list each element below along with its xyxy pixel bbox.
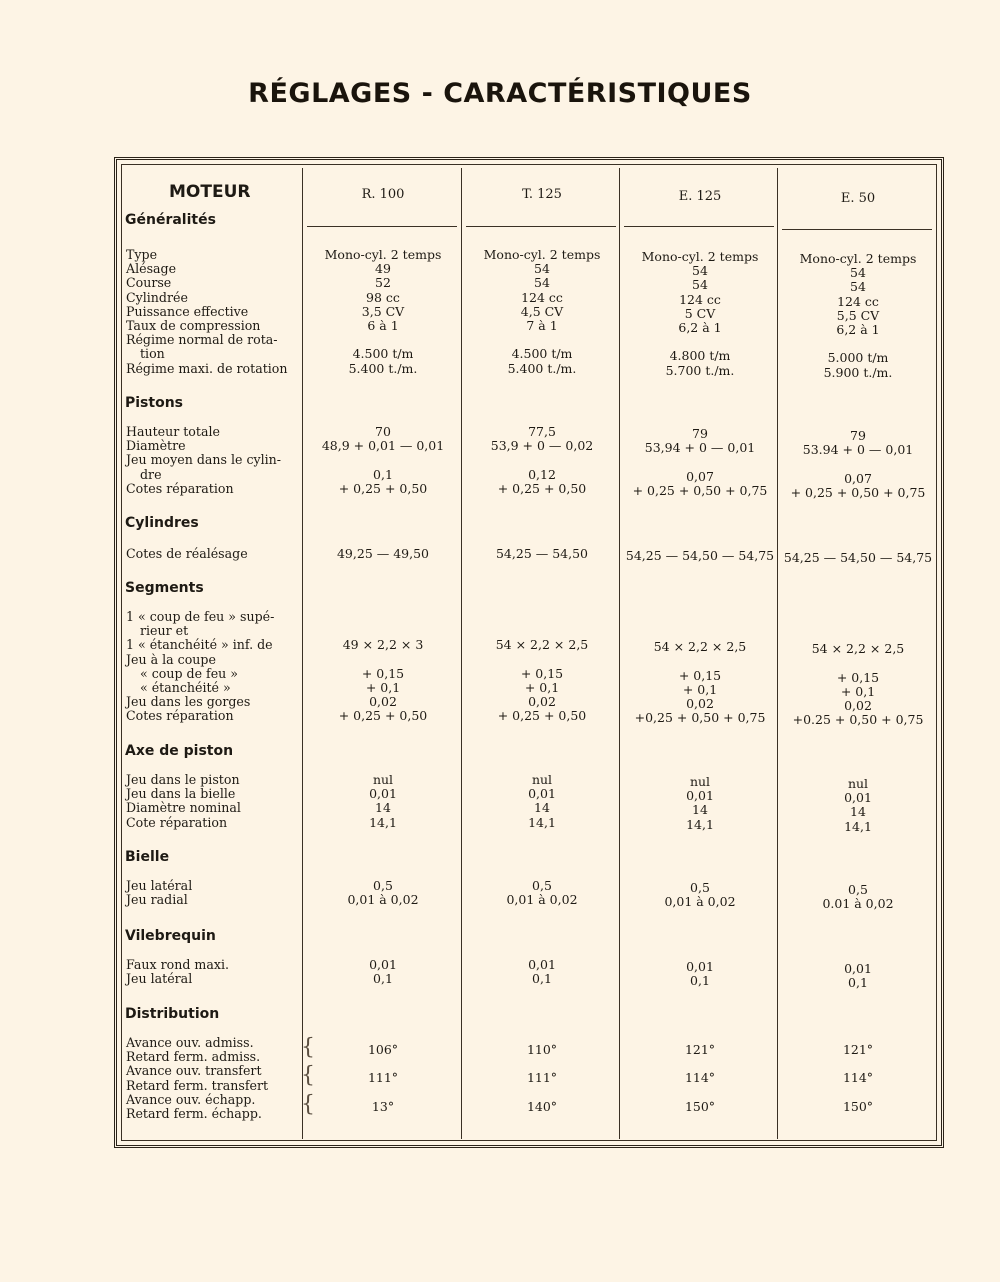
cell-value [780,457,936,471]
values-bielle-e50 [780,883,936,911]
values-cylindres-e125 [622,549,778,563]
cell-value: 124 cc [679,291,721,307]
cell-value: 54 [850,279,866,295]
cell-value: 3,5 CV [361,303,405,319]
cell-value [464,610,620,624]
cell-value: 14,1 [528,814,556,830]
header-rule [782,229,932,230]
row-label: Jeu à la coupe [126,651,216,667]
model-header-e125: E. 125 [678,189,722,204]
row-label: Cotes de réalésage [126,546,248,561]
cell-value: 110° [526,1042,558,1057]
cell-value: 14,1 [844,818,872,834]
row-label: tion [140,346,165,362]
cell-value: nul [847,776,869,791]
cell-value: 0,07 [686,468,714,484]
cell-value: 4.500 t/m [511,346,573,362]
cell-value: 14 [692,802,708,818]
cell-value: 54,25 — 54,50 [495,546,589,561]
cell-value: nul [531,772,553,787]
cell-value: 79 [850,428,866,443]
cell-value: 5.700 t./m. [665,362,735,378]
section-title-vilebrequin: Vilebrequin [125,928,216,944]
cell-value: 14 [850,804,866,820]
cell-value: + 0,15 [361,665,405,681]
section-title-cylindres: Cylindres [125,515,199,531]
cell-value: + 0,1 [365,679,401,695]
cell-value: 4.800 t/m [669,348,731,364]
cell-value: 5.000 t/m [827,350,889,366]
cell-value: 0,01 [844,961,872,976]
cell-value: 53.94 + 0 — 0,01 [802,442,914,458]
values-axe-t125 [464,773,620,830]
moteur-heading: MOTEUR [169,182,251,202]
cell-value: 0,12 [528,466,556,482]
cell-value [464,453,620,467]
cell-value: + 0,25 + 0,50 + 0,75 [632,482,768,498]
cell-value: nul [372,772,394,787]
row-label: Puissance effective [126,303,249,319]
row-label: Jeu dans la bielle [126,786,236,802]
row-label: 1 « coup de feu » supé- [126,609,275,624]
values-segments-e50 [780,614,936,728]
row-labels-generalites [126,248,287,376]
brace-icon: { [301,1035,315,1060]
cell-value [305,610,461,624]
row-label: Régime normal de rota- [126,332,278,348]
cell-value [780,657,936,671]
values-generalites-t125 [464,248,620,376]
cell-value: 54 × 2,2 × 2,5 [811,641,905,657]
cell-value [464,333,620,347]
cell-value: 4,5 CV [520,303,564,319]
section-title-pistons: Pistons [125,395,184,411]
cell-value: + 0,25 + 0,50 + 0,75 [790,484,926,500]
model-header-e50: E. 50 [840,191,876,206]
section-title-segments: Segments [125,580,204,596]
cell-value: + 0,15 [836,669,880,685]
cell-value: 150° [842,1098,874,1114]
cell-value: 53,94 + 0 — 0,01 [644,440,756,456]
brace-icon: { [301,1091,315,1117]
cell-value: 0,5 [532,878,552,893]
cell-value: 0,1 [848,975,868,991]
row-label: Diamètre nominal [126,800,241,816]
row-labels-bielle [126,879,192,907]
cell-value: 106° [367,1042,399,1057]
values-generalites-e125 [622,250,778,378]
cell-value: 140° [526,1098,558,1114]
page-title: RÉGLAGES - CARACTÉRISTIQUES [248,78,752,109]
cell-value: 6 à 1 [367,318,399,334]
cell-value: Mono-cyl. 2 temps [324,247,442,262]
cell-value: 49 × 2,2 × 3 [342,637,424,653]
cell-value: 54 [850,265,866,281]
cell-value: 0,07 [844,470,872,486]
cell-value: + 0,1 [682,681,718,697]
values-cylindres-t125 [464,547,620,561]
row-label: Hauteur totale [126,424,220,439]
cell-value: 52 [375,275,391,291]
cell-value: 70 [375,424,391,439]
cell-value: 0,01 [686,788,714,804]
cell-value: 5.400 t./m. [507,360,577,376]
cell-value: 121° [684,1042,716,1057]
cell-value: 54 [692,263,708,279]
cell-value [305,333,461,347]
cell-value: 54,25 — 54,50 — 54,75 [625,548,775,563]
row-labels-distribution [126,1036,268,1121]
cell-value: 114° [684,1070,716,1086]
cell-value: 14 [375,800,391,816]
model-header-r100: R. 100 [361,187,405,202]
row-label: Diamètre [126,438,186,454]
cell-value: Mono-cyl. 2 temps [799,251,917,266]
cell-value: 0,01 [528,957,556,972]
header-rule [624,226,774,227]
row-labels-cylindres [126,547,248,561]
values-segments-e125 [622,612,778,726]
row-label: Type [126,247,158,262]
cell-value: 54 [534,275,550,291]
cell-value: 14,1 [686,816,714,832]
cell-value: 124 cc [837,293,879,309]
cell-value [780,628,936,642]
cell-value: Mono-cyl. 2 temps [483,247,601,262]
cell-value: + 0,25 + 0,50 [338,480,428,496]
values-distribution-e50 [780,1043,936,1128]
cell-value: 0,01 [844,790,872,806]
row-label: « étanchéité » [140,680,231,696]
header-rule [307,226,457,227]
cell-value: 124 cc [521,289,563,305]
values-bielle-t125 [464,879,620,907]
cell-value [622,335,778,349]
cell-value: + 0,25 + 0,50 [497,480,587,496]
cell-value: 0,1 [373,466,393,482]
row-label: Retard ferm. échapp. [126,1106,262,1122]
cell-value: 0,5 [690,880,710,895]
row-label: Taux de compression [126,318,261,334]
cell-value [780,337,936,351]
cell-value: 0,01 [369,786,397,802]
cell-value: 6,2 à 1 [836,322,880,338]
values-pistons-t125 [464,425,620,496]
row-label: dre [140,466,162,482]
row-label: Jeu latéral [126,971,193,987]
cell-value: 114° [842,1070,874,1086]
header-rule [466,226,616,227]
section-title-generalites: Généralités [125,212,216,228]
model-header-t125: T. 125 [522,187,562,202]
cell-value [464,624,620,638]
row-label: Cote réparation [126,814,228,830]
cell-value: 54 × 2,2 × 2,5 [653,639,747,655]
values-pistons-r100 [305,425,461,496]
values-bielle-r100 [305,879,461,907]
cell-value: 6,2 à 1 [678,320,722,336]
row-label: « coup de feu » [140,665,238,681]
cell-value: 0,1 [532,971,552,987]
cell-value: 111° [367,1070,399,1086]
cell-value [622,455,778,469]
values-cylindres-e50 [780,551,936,565]
cell-value: nul [689,774,711,789]
cell-value: +0,25 + 0,50 + 0,75 [634,710,766,726]
cell-value: 0,1 [690,973,710,989]
values-vilebrequin-r100 [305,958,461,986]
values-axe-r100 [305,773,461,830]
values-pistons-e50 [780,429,936,500]
cell-value: 5,5 CV [836,307,880,323]
values-vilebrequin-e125 [622,960,778,988]
row-labels-vilebrequin [126,958,229,986]
cell-value: 0,01 [369,957,397,972]
values-pistons-e125 [622,427,778,498]
row-label: Cotes réparation [126,708,234,724]
values-vilebrequin-t125 [464,958,620,986]
values-bielle-e125 [622,881,778,909]
cell-value: 5 CV [684,305,716,321]
cell-value: 0,02 [528,694,556,710]
cell-value: 121° [842,1042,874,1057]
row-label: rieur et [140,623,189,639]
cell-value: 0,5 [848,882,868,897]
values-distribution-t125 [464,1043,620,1128]
values-generalites-e50 [780,252,936,380]
cell-value: 7 à 1 [526,318,558,334]
row-label: Jeu dans le piston [126,772,240,787]
section-title-distribution: Distribution [125,1006,220,1022]
row-label: Jeu latéral [126,878,193,893]
cell-value: 0,01 à 0,02 [347,892,419,908]
cell-value: 0,1 [373,971,393,987]
cell-value [622,612,778,626]
values-segments-r100 [305,610,461,724]
cell-value: 54,25 — 54,50 — 54,75 [783,550,933,565]
row-label: Jeu moyen dans le cylin- [126,452,282,468]
row-label: Faux rond maxi. [126,957,229,972]
column-divider [461,168,462,1139]
cell-value: 0,01 à 0,02 [664,894,736,910]
cell-value: 14,1 [369,814,397,830]
row-label: Cylindrée [126,289,188,305]
cell-value: 14 [534,800,550,816]
section-title-axe: Axe de piston [125,743,234,759]
brace-icon: { [301,1063,315,1089]
cell-value: 54 [534,261,550,277]
cell-value: + 0,1 [840,683,876,699]
cell-value: 77,5 [528,424,556,439]
cell-value: 5.400 t./m. [348,360,418,376]
values-generalites-r100 [305,248,461,376]
spec-table [114,157,944,1148]
cell-value: 54 × 2,2 × 2,5 [495,637,589,653]
row-label: Alésage [126,261,177,277]
cell-value: 0,02 [369,694,397,710]
cell-value: 0,01 [528,786,556,802]
row-label: Retard ferm. admiss. [126,1049,261,1065]
cell-value [464,653,620,667]
cell-value: 0,02 [686,696,714,712]
cell-value: Mono-cyl. 2 temps [641,249,759,264]
cell-value: + 0,15 [678,667,722,683]
column-divider [302,168,303,1139]
cell-value: 79 [692,426,708,441]
values-axe-e125 [622,775,778,832]
section-title-bielle: Bielle [125,849,170,865]
values-segments-t125 [464,610,620,724]
cell-value: 49,25 — 49,50 [336,546,430,561]
cell-value: + 0,25 + 0,50 [338,708,428,724]
cell-value: + 0,1 [524,679,560,695]
values-distribution-e125 [622,1043,778,1128]
cell-value: 0,5 [373,878,393,893]
cell-value: 48,9 + 0,01 — 0,01 [321,438,445,454]
row-label: Avance ouv. admiss. [126,1035,254,1050]
cell-value [305,653,461,667]
row-label: Régime maxi. de rotation [126,360,288,376]
row-labels-pistons [126,425,281,496]
row-label: Retard ferm. transfert [126,1077,269,1093]
row-labels-segments [126,610,274,724]
cell-value: 98 cc [366,289,400,305]
row-label: Jeu radial [126,892,188,908]
row-label: 1 « étanchéité » inf. de [126,637,273,653]
values-cylindres-r100 [305,547,461,561]
cell-value: 0,01 [686,959,714,974]
values-distribution-r100 [305,1043,461,1128]
cell-value: + 0,25 + 0,50 [497,708,587,724]
row-label: Cotes réparation [126,480,234,496]
cell-value [305,453,461,467]
cell-value [622,655,778,669]
cell-value: 0,01 à 0,02 [506,892,578,908]
row-label: Avance ouv. échapp. [126,1091,256,1107]
values-vilebrequin-e50 [780,962,936,990]
cell-value: 53,9 + 0 — 0,02 [490,438,594,454]
cell-value [622,626,778,640]
cell-value: 5.900 t./m. [823,364,893,380]
row-label: Avance ouv. transfert [126,1063,262,1079]
cell-value [305,624,461,638]
cell-value: 49 [375,261,391,277]
cell-value [780,614,936,628]
cell-value: 4.500 t/m [352,346,414,362]
cell-value: + 0,15 [520,665,564,681]
cell-value: 111° [526,1070,558,1086]
cell-value: 0.01 à 0,02 [822,896,894,912]
row-labels-axe [126,773,241,830]
cell-value: 54 [692,277,708,293]
row-label: Jeu dans les gorges [126,694,251,710]
cell-value: 0,02 [844,698,872,714]
cell-value: 13° [371,1098,395,1114]
values-axe-e50 [780,777,936,834]
cell-value: +0.25 + 0,50 + 0,75 [792,712,924,728]
cell-value: 150° [684,1098,716,1114]
row-label: Course [126,275,172,291]
